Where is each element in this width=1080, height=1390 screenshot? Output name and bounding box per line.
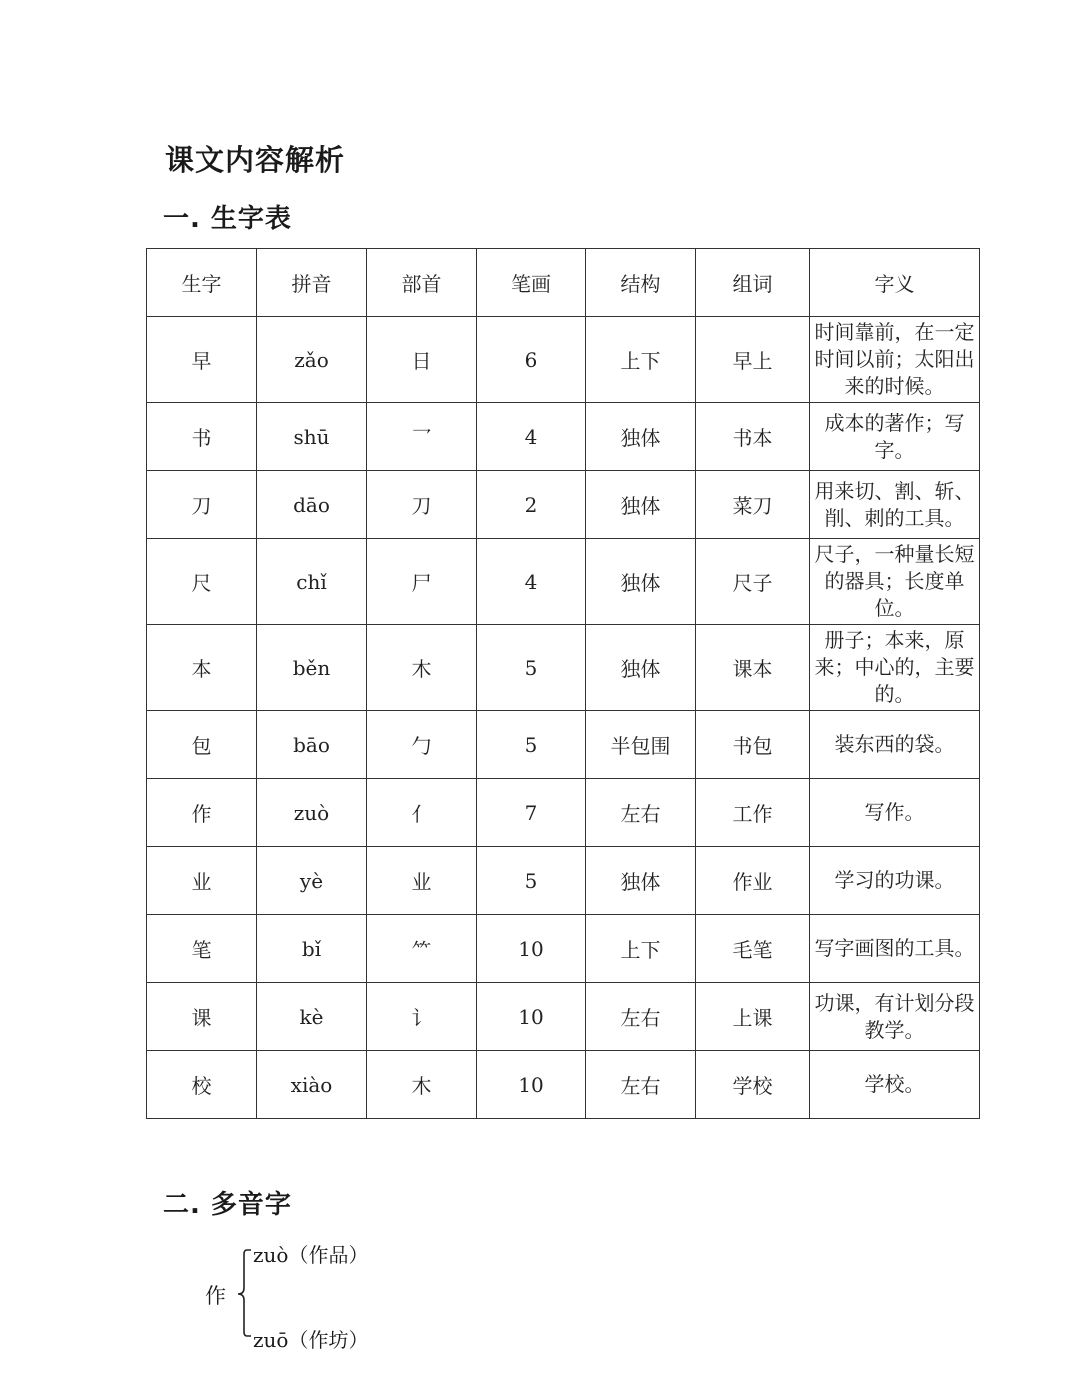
cell-structure: 独体 [586, 403, 696, 471]
cell-char: 业 [147, 847, 257, 915]
cell-pinyin: yè [257, 847, 367, 915]
cell-strokes: 4 [477, 403, 586, 471]
cell-meaning: 成本的著作；写字。 [810, 403, 980, 471]
cell-char: 校 [147, 1051, 257, 1119]
header-structure: 结构 [586, 249, 696, 317]
cell-meaning: 写字画图的工具。 [810, 915, 980, 983]
header-radical: 部首 [367, 249, 477, 317]
cell-word: 书本 [696, 403, 810, 471]
cell-radical: ⺮ [367, 915, 477, 983]
cell-pinyin: zǎo [257, 317, 367, 403]
cell-word: 课本 [696, 625, 810, 711]
cell-structure: 上下 [586, 317, 696, 403]
cell-radical: 乛 [367, 403, 477, 471]
cell-strokes: 2 [477, 471, 586, 539]
table-row [147, 1051, 980, 1119]
cell-pinyin: bǐ [257, 915, 367, 983]
header-pinyin: 拼音 [257, 249, 367, 317]
cell-word: 毛笔 [696, 915, 810, 983]
cell-meaning: 尺子，一种量长短的器具；长度单位。 [810, 539, 980, 625]
cell-pinyin: dāo [257, 471, 367, 539]
cell-char: 刀 [147, 471, 257, 539]
cell-strokes: 6 [477, 317, 586, 403]
cell-pinyin: shū [257, 403, 367, 471]
cell-char: 本 [147, 625, 257, 711]
cell-structure: 独体 [586, 471, 696, 539]
cell-char: 书 [147, 403, 257, 471]
vocabulary-table [146, 248, 980, 1119]
table-header-row [147, 249, 980, 317]
page-title: 课文内容解析 [165, 143, 346, 177]
polyphonic-char: 作 [205, 1284, 226, 1308]
cell-meaning: 时间靠前，在一定时间以前；太阳出来的时候。 [810, 317, 980, 403]
cell-char: 早 [147, 317, 257, 403]
cell-meaning: 学校。 [810, 1051, 980, 1119]
cell-strokes: 5 [477, 711, 586, 779]
cell-structure: 半包围 [586, 711, 696, 779]
cell-strokes: 10 [477, 1051, 586, 1119]
cell-pinyin: běn [257, 625, 367, 711]
cell-radical: 日 [367, 317, 477, 403]
cell-radical: 亻 [367, 779, 477, 847]
table-row [147, 317, 980, 403]
cell-strokes: 7 [477, 779, 586, 847]
cell-char: 课 [147, 983, 257, 1051]
table-row [147, 471, 980, 539]
cell-word: 尺子 [696, 539, 810, 625]
header-strokes: 笔画 [477, 249, 586, 317]
header-word: 组词 [696, 249, 810, 317]
table-row [147, 779, 980, 847]
cell-meaning: 用来切、割、斩、削、刺的工具。 [810, 471, 980, 539]
cell-structure: 左右 [586, 1051, 696, 1119]
cell-word: 上课 [696, 983, 810, 1051]
cell-char: 包 [147, 711, 257, 779]
cell-strokes: 5 [477, 625, 586, 711]
cell-radical: 刀 [367, 471, 477, 539]
cell-meaning: 装东西的袋。 [810, 711, 980, 779]
table-row [147, 915, 980, 983]
table-row [147, 983, 980, 1051]
cell-pinyin: kè [257, 983, 367, 1051]
cell-char: 笔 [147, 915, 257, 983]
cell-meaning: 写作。 [810, 779, 980, 847]
cell-structure: 上下 [586, 915, 696, 983]
cell-structure: 左右 [586, 779, 696, 847]
cell-char: 尺 [147, 539, 257, 625]
cell-radical: 木 [367, 625, 477, 711]
cell-pinyin: chǐ [257, 539, 367, 625]
cell-radical: 木 [367, 1051, 477, 1119]
table-row [147, 711, 980, 779]
cell-strokes: 5 [477, 847, 586, 915]
header-meaning: 字义 [810, 249, 980, 317]
cell-structure: 左右 [586, 983, 696, 1051]
cell-word: 工作 [696, 779, 810, 847]
cell-pinyin: zuò [257, 779, 367, 847]
cell-strokes: 10 [477, 983, 586, 1051]
table-row [147, 625, 980, 711]
cell-strokes: 4 [477, 539, 586, 625]
cell-pinyin: xiào [257, 1051, 367, 1119]
cell-radical: 勹 [367, 711, 477, 779]
cell-structure: 独体 [586, 625, 696, 711]
polyphonic-reading: zuò（作品） [253, 1243, 369, 1267]
cell-meaning: 册子；本来，原来；中心的，主要的。 [810, 625, 980, 711]
table-row [147, 403, 980, 471]
cell-structure: 独体 [586, 539, 696, 625]
cell-strokes: 10 [477, 915, 586, 983]
table-row [147, 847, 980, 915]
polyphonic-reading: zuō（作坊） [253, 1328, 369, 1352]
section-title-vocabulary: 一. 生字表 [163, 204, 292, 234]
cell-radical: 业 [367, 847, 477, 915]
cell-word: 学校 [696, 1051, 810, 1119]
cell-word: 作业 [696, 847, 810, 915]
cell-structure: 独体 [586, 847, 696, 915]
cell-radical: 尸 [367, 539, 477, 625]
cell-word: 早上 [696, 317, 810, 403]
cell-meaning: 功课，有计划分段教学。 [810, 983, 980, 1051]
cell-meaning: 学习的功课。 [810, 847, 980, 915]
cell-char: 作 [147, 779, 257, 847]
cell-word: 书包 [696, 711, 810, 779]
cell-radical: 讠 [367, 983, 477, 1051]
cell-word: 菜刀 [696, 471, 810, 539]
cell-pinyin: bāo [257, 711, 367, 779]
table-row [147, 539, 980, 625]
header-char: 生字 [147, 249, 257, 317]
section-title-polyphonic: 二. 多音字 [163, 1190, 292, 1220]
polyphonic-diagram [205, 1238, 505, 1358]
